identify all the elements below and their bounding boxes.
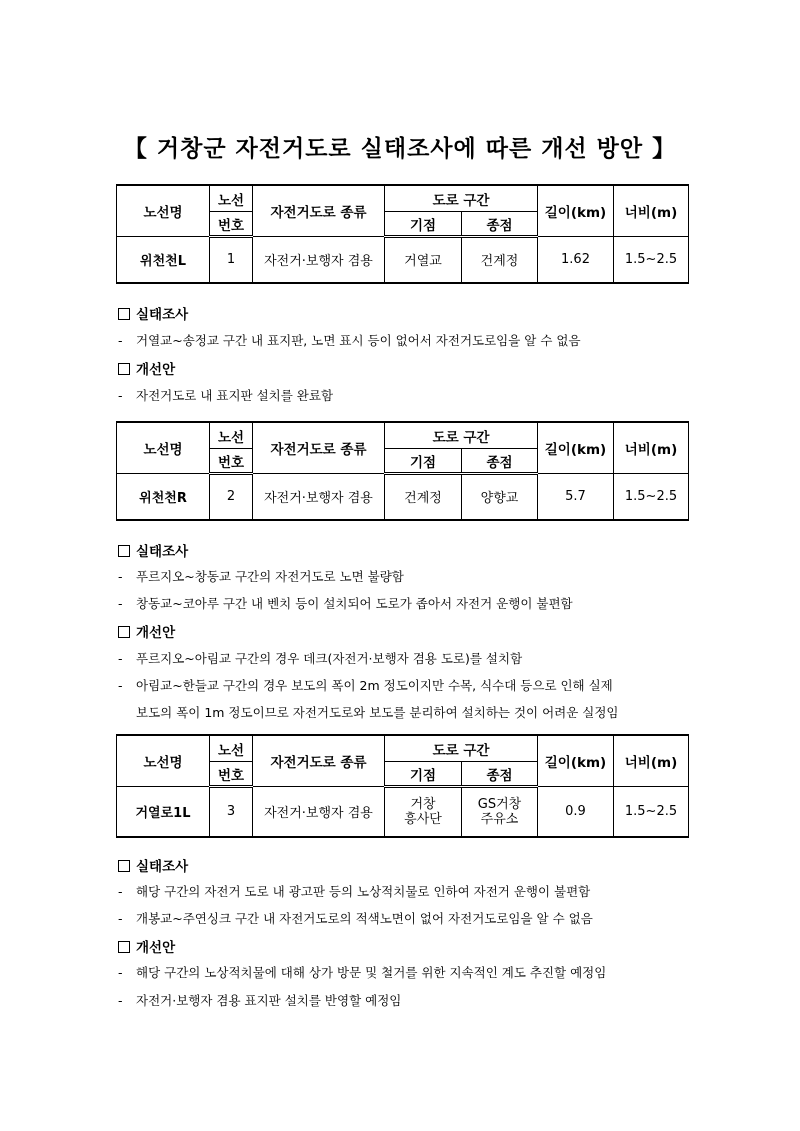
header-end: 종점 [462,762,538,787]
route-width: 1.5~2.5 [614,237,689,283]
route-start: 건계정 [385,474,462,520]
route-start: 거열교 [385,237,462,283]
header-type: 자전거도로 종류 [253,422,385,474]
header-width: 너비(m) [614,185,689,237]
header-route-name: 노선명 [117,735,210,787]
list-item: - 자전거·보행자 겸용 표지판 설치를 반영할 예정임 [118,993,402,1008]
list-item-continuation: 보도의 폭이 1m 정도이므로 자전거도로와 보도를 분리하여 설치하는 것이 어려운 실정임 [136,705,619,720]
header-section: 도로 구간 [385,185,538,212]
route-start: 거창 흥사단 [385,787,462,837]
header-route-no-2: 번호 [210,449,253,474]
header-length: 길이(km) [538,422,614,474]
route-length: 5.7 [538,474,614,520]
route-end: 건계정 [462,237,538,283]
header-route-no-2: 번호 [210,762,253,787]
checkbox-square-icon [118,860,130,872]
checkbox-square-icon [118,545,130,557]
header-route-no: 노선 [210,422,253,449]
route-width: 1.5~2.5 [614,787,689,837]
checkbox-square-icon [118,363,130,375]
list-item: - 푸르지오~아림교 구간의 경우 데크(자전거·보행자 겸용 도로)를 설치함 [118,651,523,666]
header-type: 자전거도로 종류 [253,735,385,787]
route-length: 1.62 [538,237,614,283]
route-type: 자전거·보행자 겸용 [253,474,385,520]
header-route-no: 노선 [210,185,253,212]
route-no: 2 [210,474,253,520]
checkbox-square-icon [118,941,130,953]
route-type: 자전거·보행자 겸용 [253,787,385,837]
route-name: 위천천L [117,237,210,283]
header-length: 길이(km) [538,735,614,787]
list-item: - 아림교~한들교 구간의 경우 보도의 폭이 2m 정도이지만 수목, 식수대 등으로 인해 실제 [118,678,613,693]
route-table-3 [116,734,689,838]
list-item: - 개봉교~주연싱크 구간 내 자전거도로의 적색노면이 없어 자전거도로임을 알 수 없음 [118,911,593,926]
route-table-2 [116,421,689,521]
survey-heading-3: 실태조사 [118,855,188,875]
header-route-name: 노선명 [117,422,210,474]
route-width: 1.5~2.5 [614,474,689,520]
list-item: - 푸르지오~창동교 구간의 자전거도로 노면 불량함 [118,569,404,584]
header-width: 너비(m) [614,735,689,787]
route-end: 양향교 [462,474,538,520]
survey-heading-1: 실태조사 [118,303,188,323]
list-item: - 창동교~코아루 구간 내 벤치 등이 설치되어 도로가 좁아서 자전거 운행이 불편함 [118,596,573,611]
header-type: 자전거도로 종류 [253,185,385,237]
header-route-no-2: 번호 [210,212,253,237]
header-end: 종점 [462,449,538,474]
route-name: 위천천R [117,474,210,520]
header-start: 기점 [385,212,462,237]
header-section: 도로 구간 [385,422,538,449]
header-width: 너비(m) [614,422,689,474]
route-no: 1 [210,237,253,283]
header-route-no: 노선 [210,735,253,762]
header-start: 기점 [385,449,462,474]
header-route-name: 노선명 [117,185,210,237]
list-item: - 자전거도로 내 표지판 설치를 완료함 [118,388,334,403]
header-start: 기점 [385,762,462,787]
route-length: 0.9 [538,787,614,837]
header-end: 종점 [462,212,538,237]
checkbox-square-icon [118,626,130,638]
survey-heading-2: 실태조사 [118,540,188,560]
route-end: GS거창 주유소 [462,787,538,837]
list-item: - 해당 구간의 자전거 도로 내 광고판 등의 노상적치물로 인하여 자전거 운행이 불편함 [118,884,591,899]
checkbox-square-icon [118,308,130,320]
route-type: 자전거·보행자 겸용 [253,237,385,283]
improvement-heading-1: 개선안 [118,358,175,378]
improvement-heading-2: 개선안 [118,621,175,641]
route-table-1 [116,184,689,284]
header-section: 도로 구간 [385,735,538,762]
improvement-heading-3: 개선안 [118,936,175,956]
header-length: 길이(km) [538,185,614,237]
route-name: 거열로1L [117,787,210,837]
list-item: - 해당 구간의 노상적치물에 대해 상가 방문 및 철거를 위한 지속적인 계도 추진할 예정임 [118,965,607,980]
list-item: - 거열교~송정교 구간 내 표지판, 노면 표시 등이 없어서 자전거도로임을 알 수 없음 [118,333,581,348]
route-no: 3 [210,787,253,837]
page-title: 【 거창군 자전거도로 실태조사에 따른 개선 방안 】 [123,136,677,162]
